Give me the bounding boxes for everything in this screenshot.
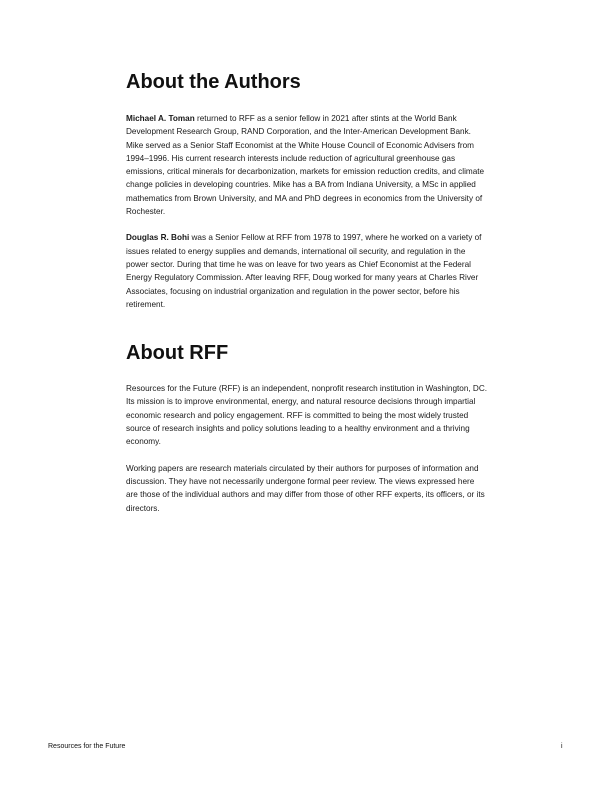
author-bio-text: returned to RFF as a senior fellow in 2021 after stints at the World Bank Development Research Group, RAND Corporation, and the Inter-American Development Bank. Mike served as a Senior Staff Economist at the White House Council of Economic Advisers from 1994–1996. His current research interests include reduction of agricultural greenhouse gas emissions, critical minerals for decarbonization, markets for emission reduction credits, and climate change policies in developing countries. Mike has a BA from Indiana University, a MSc in applied mathematics from Brown University, and MA and PhD degrees in economics from the University of Rochester. <box>126 114 485 217</box>
footer-page-number: i <box>561 743 563 750</box>
about-authors-heading: About the Authors <box>126 71 301 93</box>
working-papers-disclaimer: Working papers are research materials circulated by their authors for purposes of information and discussion. They have not necessarily undergone formal peer review. The views expressed here are those of the individual authors and may differ from those of other RFF experts, its officers, or its directors. <box>126 463 485 513</box>
footer-organization: Resources for the Future <box>48 743 126 750</box>
rff-description-paragraph: Resources for the Future (RFF) is an independent, nonprofit research institution in Washington, DC. Its mission is to improve environmental, energy, and natural resource decisions through impartial economic research and policy engagement. RFF is committed to being the most widely trusted source of research insights and policy solutions leading to a healthy environment and a thriving economy. <box>126 384 488 447</box>
page-content <box>126 70 488 528</box>
about-rff-heading: About RFF <box>126 342 229 365</box>
author-name: Michael A. Toman <box>126 114 195 123</box>
author-bio-toman <box>126 112 488 218</box>
author-bio-bohi <box>126 231 488 311</box>
author-name: Douglas R. Bohi <box>126 233 190 243</box>
author-bio-text: was a Senior Fellow at RFF from 1978 to 1997, where he worked on a variety of issues related to energy supplies and demands, international oil security, and regulation in the power sector. During that time he was on leave for two years as Chief Economist at the Federal Energy Regulatory Commission. After leaving RFF, Doug worked for many years at Charles River Associates, focusing on industrial organization and regulation in the power sector, before his retirement. <box>126 233 482 309</box>
